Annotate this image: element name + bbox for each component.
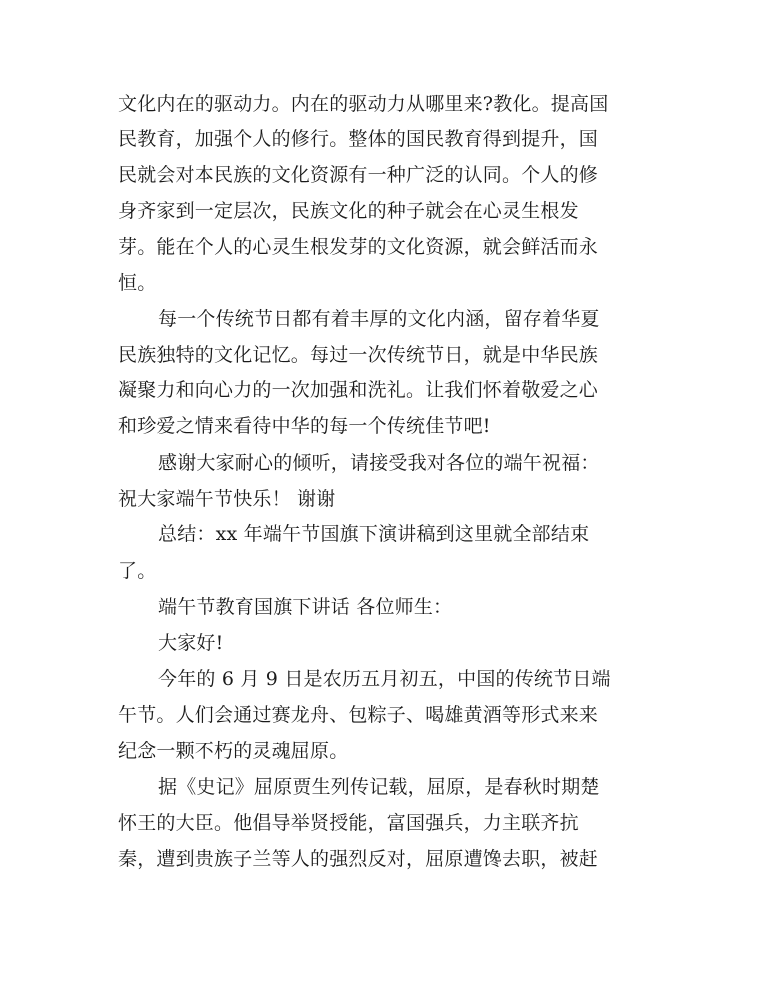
text-line: 文化内在的驱动力。内在的驱动力从哪里来?教化。提高国 bbox=[118, 93, 609, 115]
text-line: 民教育，加强个人的修行。整体的国民教育得到提升，国 bbox=[118, 128, 599, 150]
text-line: 纪念一颗不朽的灵魂屈原。 bbox=[118, 740, 349, 762]
text-line: 恒。 bbox=[118, 272, 157, 294]
text-line: 了。 bbox=[118, 560, 157, 582]
greeting-line: 大家好! bbox=[158, 632, 224, 654]
section-heading-line: 端午节教育国旗下讲话 各位师生： bbox=[158, 596, 453, 618]
paragraph-first-line: 感谢大家耐心的倾听，请接受我对各位的端午祝福： bbox=[158, 452, 600, 474]
text-line: 祝大家端午节快乐！ 谢谢 bbox=[118, 488, 336, 510]
text-line: 芽。能在个人的心灵生根发芽的文化资源，就会鲜活而永 bbox=[118, 236, 599, 258]
paragraph-first-line: 每一个传统节日都有着丰厚的文化内涵，留存着华夏 bbox=[158, 308, 600, 330]
text-line: 身齐家到一定层次，民族文化的种子就会在心灵生根发 bbox=[118, 200, 579, 222]
text-line: 午节。人们会通过赛龙舟、包粽子、喝雄黄酒等形式来来 bbox=[118, 704, 599, 726]
text-line: 和珍爱之情来看待中华的每一个传统佳节吧! bbox=[118, 415, 491, 437]
paragraph-first-line: 总结：xx 年端午节国旗下演讲稿到这里就全部结束 bbox=[158, 523, 590, 545]
text-line: 民族独特的文化记忆。每过一次传统节日，就是中华民族 bbox=[118, 344, 599, 366]
text-line: 凝聚力和向心力的一次加强和洗礼。让我们怀着敬爱之心 bbox=[118, 379, 599, 401]
text-line: 怀王的大臣。他倡导举贤授能，富国强兵，力主联齐抗 bbox=[118, 812, 579, 834]
paragraph-first-line: 今年的 6 月 9 日是农历五月初五，中国的传统节日端 bbox=[158, 668, 611, 690]
text-line: 民就会对本民族的文化资源有一种广泛的认同。个人的修 bbox=[118, 164, 599, 186]
paragraph-first-line: 据《史记》屈原贾生列传记载，屈原，是春秋时期楚 bbox=[158, 776, 600, 798]
text-line: 秦，遭到贵族子兰等人的强烈反对，屈原遭馋去职，被赶 bbox=[118, 848, 599, 870]
